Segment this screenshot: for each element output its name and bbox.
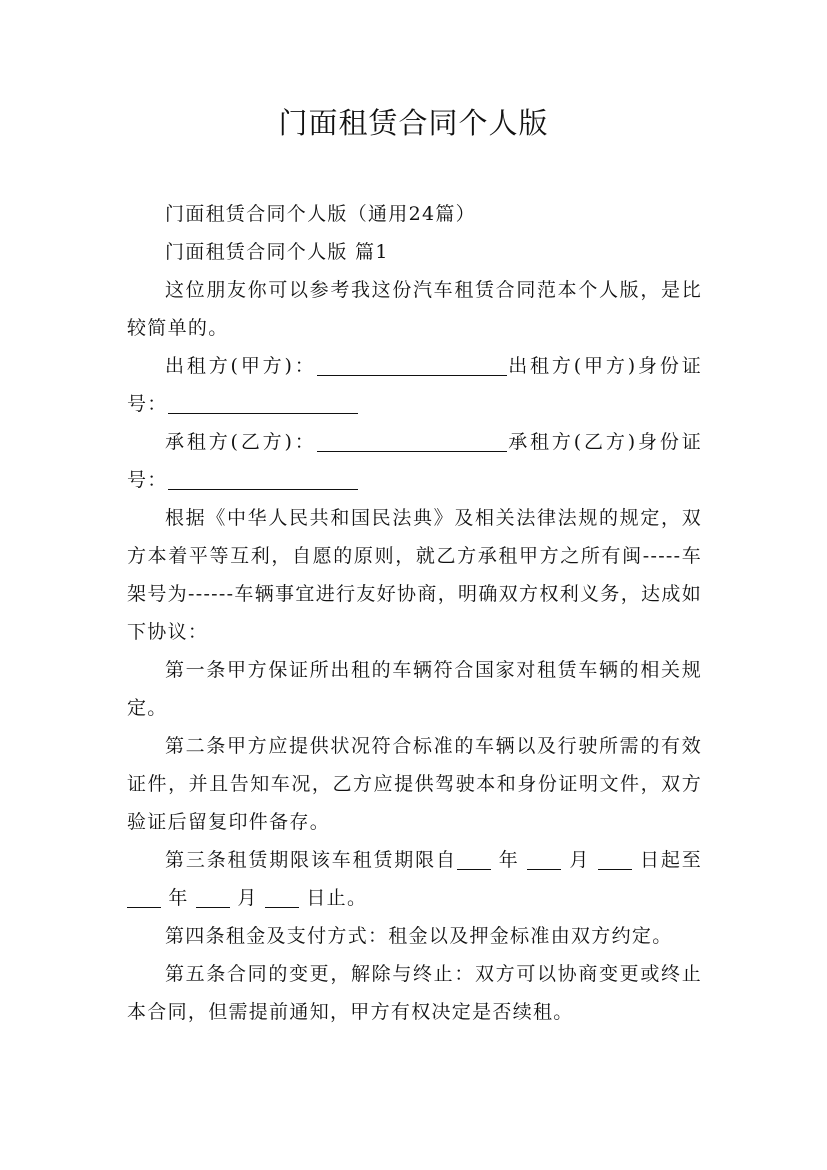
article-3-until: 起至 — [660, 849, 703, 871]
article-5: 第五条合同的变更，解除与终止：双方可以协商变更或终止本合同，但需提前通知，甲方有权决定是否续租。 — [127, 963, 702, 1023]
end-year-label: 年 — [168, 887, 189, 909]
basis-paragraph: 根据《中华人民共和国民法典》及相关法律法规的规定，双方本着平等互利，自愿的原则，就乙方承租甲方之所有闽-----车架号为------车辆事宜进行友好协商，明确双方权利义务，达成如下协议： — [127, 507, 702, 643]
intro-paragraph: 这位朋友你可以参考我这份汽车租赁合同范本个人版，是比较简单的。 — [127, 279, 702, 339]
lessor-id-blank — [168, 391, 358, 414]
end-day-blank — [265, 885, 299, 908]
document-body — [127, 195, 702, 1031]
start-year-blank — [457, 847, 491, 870]
end-year-blank — [127, 885, 161, 908]
end-month-label: 月 — [237, 887, 258, 909]
start-month-blank — [527, 847, 561, 870]
end-month-blank — [196, 885, 230, 908]
lessor-id-label: 出租方(甲方)身份证号： — [127, 355, 703, 415]
article-3 — [127, 841, 702, 917]
lessee-label: 承租方(乙方)： — [165, 431, 317, 453]
start-year-label: 年 — [498, 849, 520, 871]
document-title: 门面租赁合同个人版 — [278, 106, 549, 140]
article-1: 第一条甲方保证所出租的车辆符合国家对租赁车辆的相关规定。 — [127, 659, 702, 719]
article-4: 第四条租金及支付方式：租金以及押金标准由双方约定。 — [165, 925, 673, 947]
document-subtitle: 门面租赁合同个人版（通用24篇） — [165, 203, 476, 225]
start-day-blank — [598, 847, 632, 870]
lessee-id-blank — [168, 467, 358, 490]
start-month-label: 月 — [569, 849, 591, 871]
lessee-name-blank — [317, 429, 507, 452]
start-day-label: 日 — [640, 849, 661, 871]
lessor-label: 出租方(甲方)： — [165, 355, 317, 377]
lessee-id-label: 承租方(乙方)身份证号： — [127, 431, 703, 491]
article-3-prefix: 第三条租赁期限该车租赁期限自 — [165, 849, 457, 871]
article-3-end: 日止。 — [306, 887, 368, 909]
lessor-paragraph — [127, 347, 702, 423]
lessee-paragraph — [127, 423, 702, 499]
lessor-name-blank — [317, 353, 507, 376]
article-2: 第二条甲方应提供状况符合标准的车辆以及行驶所需的有效证件，并且告知车况，乙方应提供驾驶本和身份证明文件，双方验证后留复印件备存。 — [127, 735, 702, 833]
section-heading: 门面租赁合同个人版 篇1 — [165, 241, 389, 263]
